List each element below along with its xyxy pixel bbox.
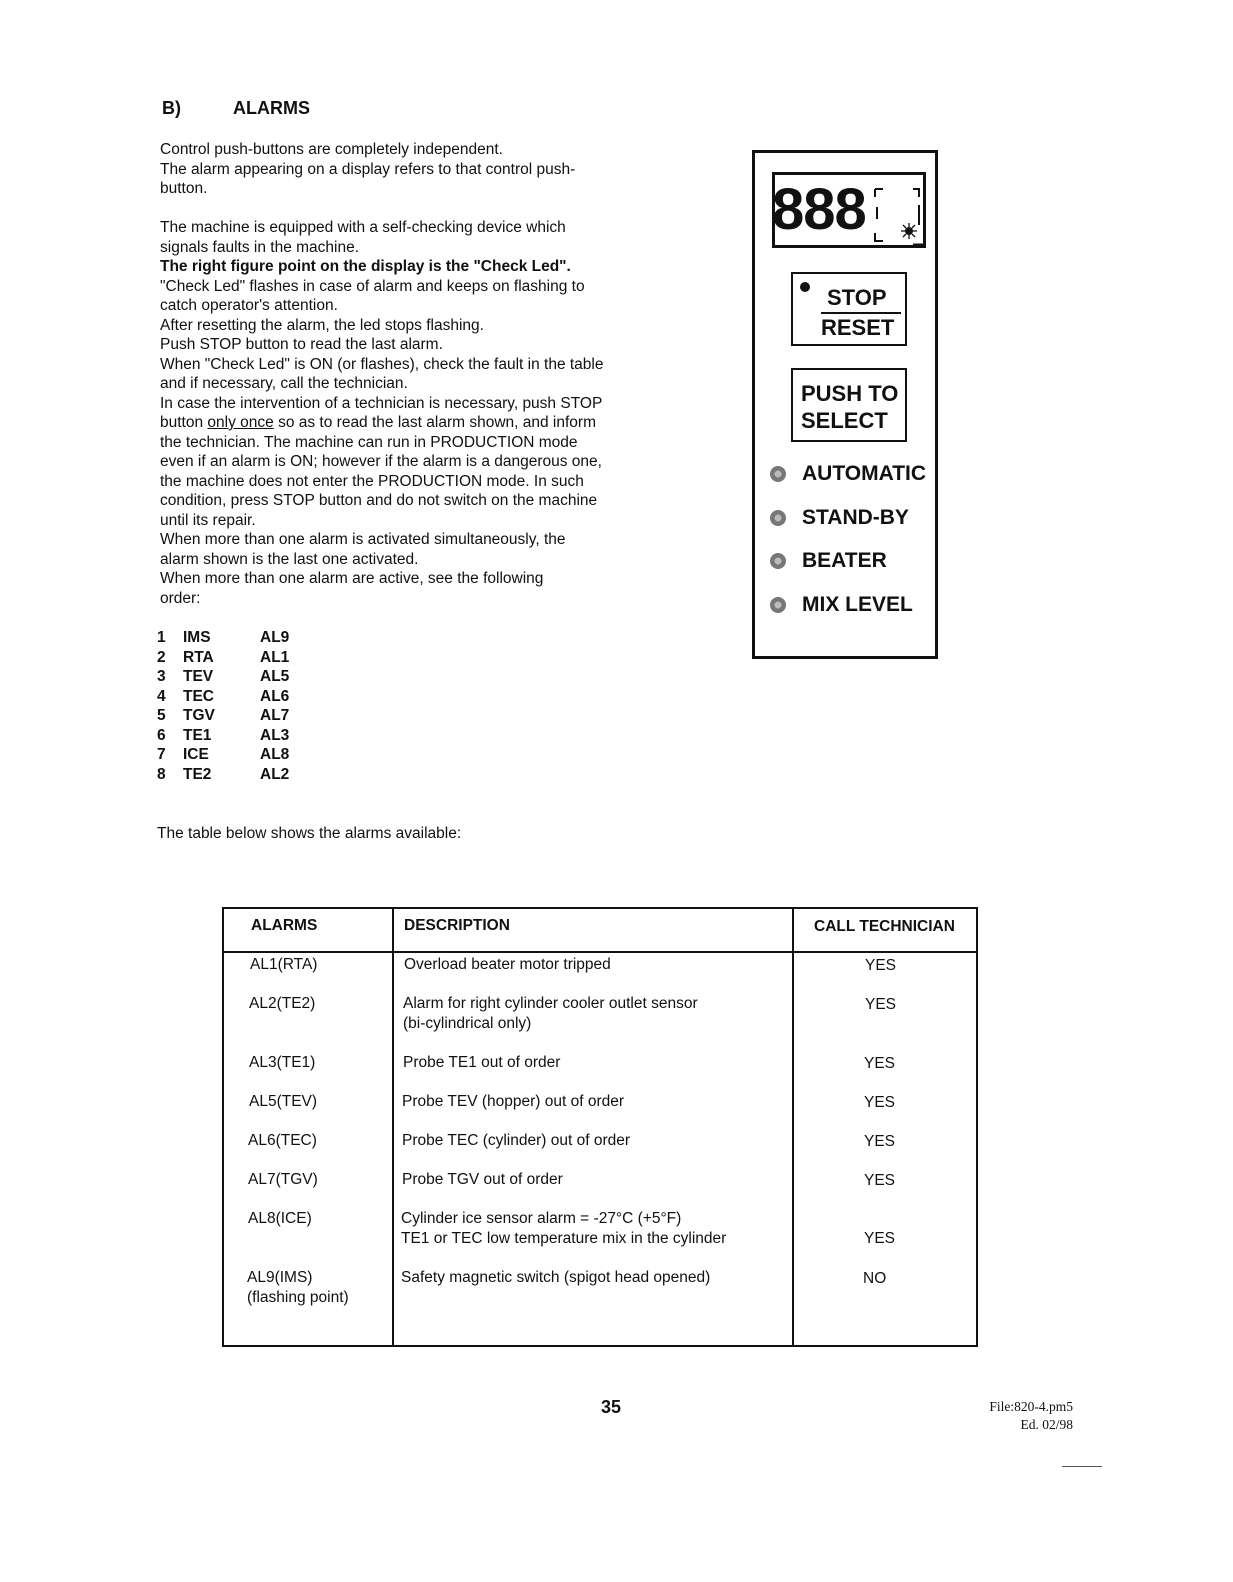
table-row: AL5(TEV) (249, 1093, 318, 1110)
header-call-technician: CALL TECHNICIAN (814, 918, 955, 935)
paragraph: In case the intervention of a technician is necessary, push STOP button only once so as to read the last alarm shown, and inform the technician. The machine can run in PRODUCTION mode even if an alarm is ON; however if the alarm is a dangerous one, the machine does not enter the PRODUCTION mode. In such condition, press STOP button and do not switch on the machine until its repair. (160, 394, 602, 529)
stop-reset-button[interactable]: STOP RESET (791, 272, 907, 346)
alarm-table (222, 907, 978, 1347)
list-item: 2 RTA AL1 (157, 648, 290, 666)
paragraph: When more than one alarm are active, see the following order: (160, 570, 544, 607)
list-item: 3 TEV AL5 (157, 668, 290, 685)
paragraph: When more than one alarm is activated simultaneously, the alarm shown is the last one activated. (160, 531, 566, 568)
table-row: AL3(TE1) (249, 1054, 316, 1071)
led-standby: STAND-BY (770, 506, 909, 530)
table-row: Alarm for right cylinder cooler outlet sensor (bi-cylindrical only) (403, 995, 698, 1032)
check-led-icon (800, 282, 810, 292)
check-led-text (160, 218, 630, 608)
led-icon (770, 597, 786, 613)
table-row: YES (864, 1055, 896, 1072)
list-item: 1 IMS AL9 (157, 629, 290, 646)
section-label: B) (162, 98, 181, 118)
led-beater: BEATER (770, 549, 887, 573)
table-row: Probe TE1 out of order (403, 1054, 561, 1071)
table-row: YES (865, 957, 897, 974)
page-number: 35 (601, 1397, 622, 1417)
paragraph: After resetting the alarm, the led stops flashing. (160, 316, 484, 334)
header-description: DESCRIPTION (404, 917, 510, 934)
alarm-order-list (157, 628, 289, 784)
list-item: 4 TEC AL6 (157, 687, 290, 705)
paragraph: When "Check Led" is ON (or flashes), check the fault in the table and if necessary, call the technician. (160, 355, 604, 392)
paragraph: The alarm appearing on a display refers to that control push-button. (160, 160, 576, 197)
table-row: NO (863, 1270, 887, 1287)
led-mix-level: MIX LEVEL (770, 593, 913, 617)
header-alarms: ALARMS (251, 917, 318, 934)
table-row: YES (864, 1133, 896, 1150)
list-item: 8 TE2 AL2 (157, 765, 290, 783)
section-title: ALARMS (233, 98, 310, 118)
list-item: 7 ICE AL8 (157, 746, 290, 763)
table-row: Probe TEC (cylinder) out of order (402, 1132, 631, 1149)
list-item: 5 TGV AL7 (157, 707, 290, 724)
divider (1062, 1466, 1102, 1467)
lcd-digits: 888 (772, 177, 866, 242)
table-row: YES (864, 1230, 896, 1247)
table-row: Probe TEV (hopper) out of order (402, 1093, 625, 1110)
table-row: AL6(TEC) (248, 1132, 317, 1149)
push-to-select-button[interactable]: PUSH TO SELECT (791, 368, 907, 442)
table-row: AL7(TGV) (248, 1171, 318, 1188)
table-row: Overload beater motor tripped (404, 956, 611, 973)
paragraph: "Check Led" flashes in case of alarm and keeps on flashing to catch operator's attention. (160, 277, 585, 314)
list-item: 6 TE1 AL3 (157, 726, 290, 744)
paragraph-bold: The right figure point on the display is the "Check Led". (160, 258, 571, 275)
table-row: Cylinder ice sensor alarm = -27°C (+5°F) TE1 or TEC low temperature mix in the cylinder (401, 1210, 727, 1247)
table-row: YES (864, 1094, 896, 1111)
file-info: File:820-4.pm5 Ed. 02/98 (989, 1399, 1073, 1432)
led-icon (770, 510, 786, 526)
paragraph: Push STOP button to read the last alarm. (160, 336, 443, 353)
paragraph: The machine is equipped with a self-checking device which signals faults in the machine. (160, 219, 566, 256)
table-row: AL2(TE2) (249, 995, 316, 1012)
table-intro: The table below shows the alarms available: (157, 825, 462, 842)
table-row: AL8(ICE) (248, 1210, 312, 1227)
table-row: AL9(IMS) (flashing point) (247, 1269, 349, 1306)
led-icon (770, 466, 786, 482)
table-row: AL1(RTA) (250, 956, 318, 973)
table-row: YES (864, 1172, 896, 1189)
table-row: YES (865, 996, 897, 1013)
table-row: Probe TGV out of order (402, 1171, 563, 1188)
section-heading (162, 98, 310, 119)
intro-text (160, 140, 630, 199)
table-row: Safety magnetic switch (spigot head opened) (401, 1269, 711, 1286)
paragraph: Control push-buttons are completely independent. (160, 141, 503, 158)
led-automatic: AUTOMATIC (770, 462, 926, 486)
led-icon (770, 553, 786, 569)
